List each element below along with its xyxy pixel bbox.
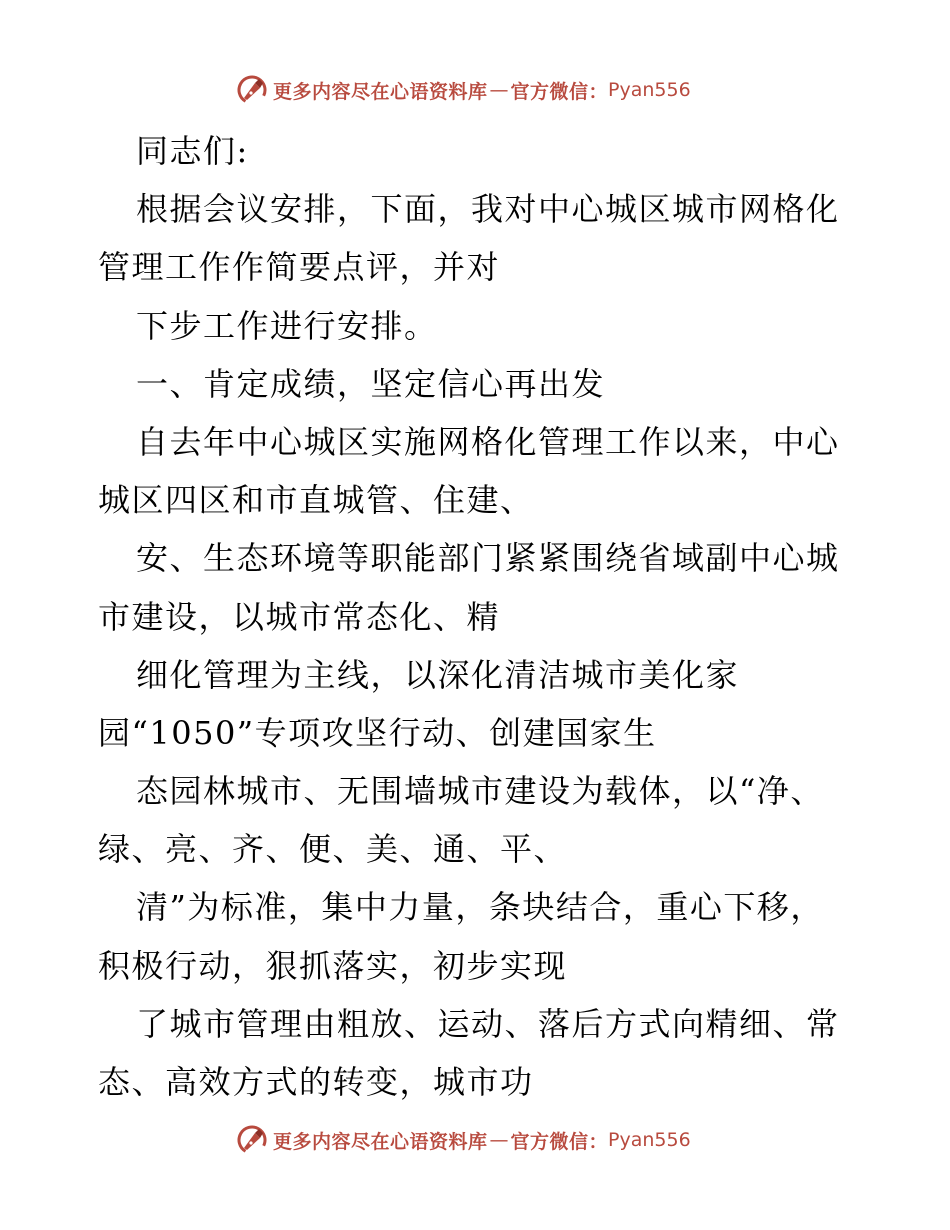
text-line: 细化管理为主线，以深化清洁城市美化家 xyxy=(136,655,740,694)
text-line: 积极行动，狠抓落实，初步实现 xyxy=(98,946,568,985)
text-line: 清”为标准，集中力量，条块结合，重心下移， xyxy=(136,888,824,927)
watermark-account: Pyan556 xyxy=(608,1129,691,1151)
text-line: 管理工作作简要点评，并对 xyxy=(98,248,501,287)
text-line: 了城市管理由粗放、运动、落后方式向精细、常 xyxy=(136,1004,840,1043)
text-line: 根据会议安排，下面，我对中心城区城市网格化 xyxy=(136,190,840,229)
text-line: 园“1050”专项攻坚行动、创建国家生 xyxy=(98,713,657,752)
text-line: 态、高效方式的转变，城市功 xyxy=(98,1063,534,1101)
watermark-official: 官方微信： xyxy=(510,80,609,103)
text-line: 态园林城市、无围墙城市建设为载体，以“净、 xyxy=(136,772,824,811)
watermark-separator: — xyxy=(489,1129,509,1151)
watermark-account: Pyan556 xyxy=(608,79,691,101)
document-body xyxy=(98,122,858,1111)
header-watermark xyxy=(235,72,691,108)
text-line: 绿、亮、齐、便、美、通、平、 xyxy=(98,830,568,869)
watermark-official: 官方微信： xyxy=(510,1130,609,1153)
text-line: 下步工作进行安排。 xyxy=(136,306,438,345)
watermark-text: 更多内容尽在心语资料库 xyxy=(273,1130,488,1153)
footer-watermark xyxy=(235,1122,691,1158)
pen-nib-logo-icon xyxy=(235,1123,269,1157)
text-line: 一、肯定成绩，坚定信心再出发 xyxy=(136,364,606,403)
pen-nib-logo-icon xyxy=(235,73,269,107)
text-line: 自去年中心城区实施网格化管理工作以来，中心 xyxy=(136,422,840,461)
watermark-text: 更多内容尽在心语资料库 xyxy=(273,80,488,103)
text-line: 市建设，以城市常态化、精 xyxy=(98,597,501,636)
text-line: 城区四区和市直城管、住建、 xyxy=(98,481,534,520)
text-line: 同志们: xyxy=(136,132,249,170)
text-line: 安、生态环境等职能部门紧紧围绕省域副中心城 xyxy=(136,539,840,578)
watermark-separator: — xyxy=(489,79,509,101)
